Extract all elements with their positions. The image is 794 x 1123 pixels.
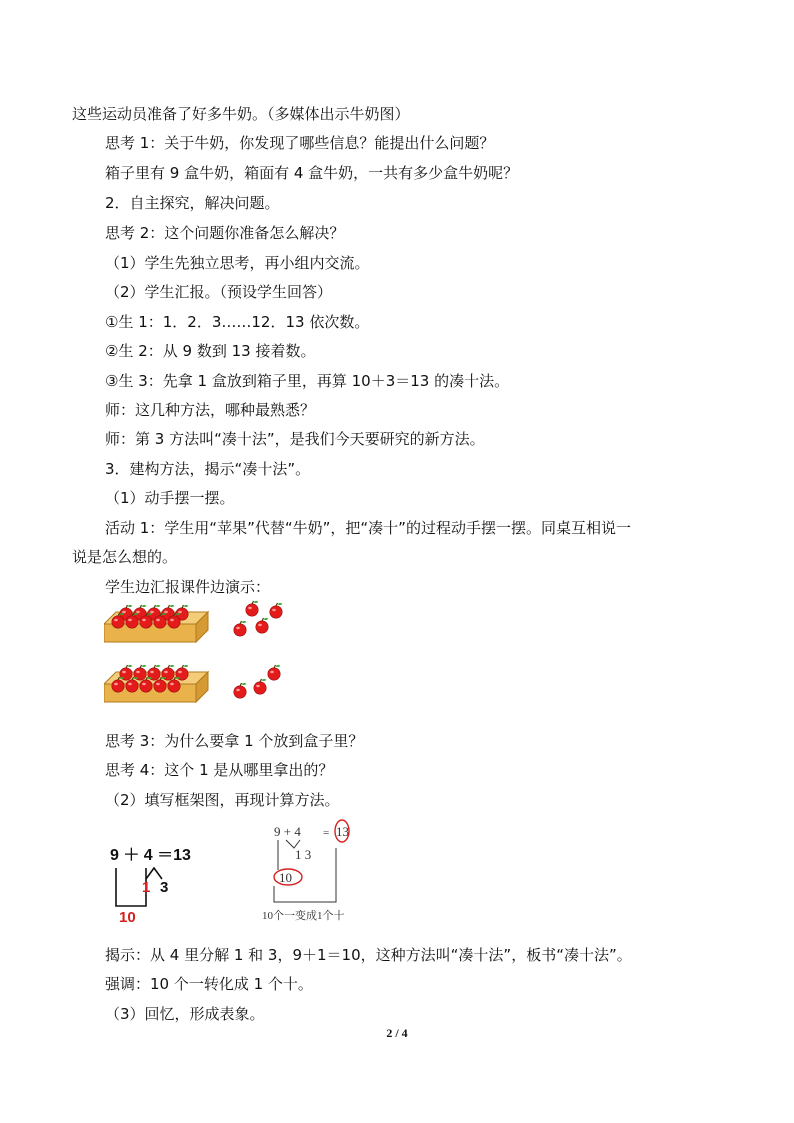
- diagram-1-part-1: 1: [142, 879, 151, 896]
- line-7: （2）学生汇报。（预设学生回答）: [105, 283, 333, 301]
- apple-box-illustration: [104, 598, 304, 722]
- apple-box-bottom: [104, 665, 208, 702]
- diagram-2-result: 13: [336, 824, 349, 839]
- diagram-2-parts: 1 3: [295, 847, 312, 862]
- line-6: （1）学生先独立思考，再小组内交流。: [105, 254, 370, 272]
- line-8: ①生 1：1．2．3……12．13 依次数。: [105, 313, 370, 331]
- diagram-1-part-2: 3: [160, 879, 169, 896]
- line-5: 思考 2：这个问题你准备怎么解决？: [105, 224, 345, 242]
- line-2: 思考 1：关于牛奶，你发现了哪些信息？能提出什么问题？: [105, 134, 495, 152]
- line-16: 说是怎么想的。: [72, 548, 178, 566]
- loose-apples-top: [234, 601, 283, 636]
- apple-box-top: [104, 605, 208, 642]
- line-22: 强调：10 个一转化成 1 个十。: [105, 975, 313, 993]
- diagram-1-equation: 9 ＋ 4 ＝13: [110, 847, 191, 864]
- line-3: 箱子里有 9 盒牛奶，箱面有 4 盒牛奶，一共有多少盒牛奶呢？: [105, 164, 519, 182]
- diagram-2-ten: 10: [279, 870, 292, 885]
- line-4: 2．自主探究，解决问题。: [105, 194, 280, 212]
- line-17: 学生边汇报课件边演示：: [105, 578, 271, 596]
- line-21: 揭示：从 4 里分解 1 和 3，9＋1＝10，这种方法叫“凑十法”，板书“凑十法”。: [105, 946, 632, 964]
- make-ten-diagram-2: [262, 818, 372, 928]
- line-20: （2）填写框架图，再现计算方法。: [105, 791, 340, 809]
- line-14: （1）动手摆一摆。: [105, 489, 235, 507]
- diagram-2-caption: 10个一变成1个十: [262, 910, 345, 922]
- diagram-2-equals: =: [323, 827, 330, 839]
- line-15: 活动 1：学生用“苹果”代替“牛奶”，把“凑十”的过程动手摆一摆。同桌互相说一: [105, 519, 631, 537]
- line-1: 这些运动员准备了好多牛奶。（多媒体出示牛奶图）: [72, 105, 410, 123]
- page-number: 2 / 4: [386, 1026, 408, 1040]
- make-ten-diagram-1: [104, 834, 224, 926]
- line-18: 思考 3：为什么要拿 1 个放到盒子里？: [105, 732, 364, 750]
- line-23: （3）回忆，形成表象。: [105, 1005, 265, 1023]
- line-9: ②生 2：从 9 数到 13 接着数。: [105, 342, 316, 360]
- diagram-1-ten: 10: [119, 909, 136, 926]
- line-11: 师：这几种方法，哪种最熟悉？: [105, 401, 316, 419]
- diagram-2-equation: 9 + 4: [274, 824, 301, 839]
- line-19: 思考 4：这个 1 是从哪里拿出的？: [105, 761, 334, 779]
- line-13: 3．建构方法，揭示“凑十法”。: [105, 460, 311, 478]
- line-12: 师：第 3 方法叫“凑十法”，是我们今天要研究的新方法。: [105, 430, 485, 448]
- line-10: ③生 3：先拿 1 盒放到箱子里，再算 10＋3＝13 的凑十法。: [105, 372, 510, 390]
- loose-apples-bottom: [234, 665, 281, 698]
